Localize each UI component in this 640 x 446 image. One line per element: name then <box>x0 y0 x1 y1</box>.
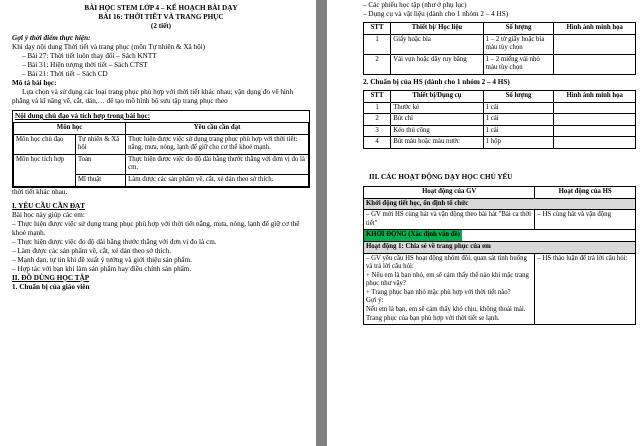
activity1-gv-line: + Nếu em là bạn nhỏ, em sẽ cảm thấy thế nào khi mặc trang phục như vậy? <box>366 271 529 288</box>
activity-col-hs: Hoạt động của HS <box>535 186 636 198</box>
activity1-gv-line: – GV yêu cầu HS hoạt động nhóm đôi, quan sát tình huống và trả lời câu hỏi: <box>366 254 527 271</box>
student-materials-header: Số lượng <box>483 90 554 102</box>
student-materials-cell: 1 cái <box>483 114 554 126</box>
subject-sub-cell: Mĩ thuật <box>75 174 125 186</box>
intro-item: – Bài 21: Thời tiết – Sách CD <box>22 70 108 78</box>
subject-cell: Môn học tích hợp <box>14 154 76 186</box>
subject-sub-cell: Toán <box>75 154 125 174</box>
activities-table <box>363 186 636 325</box>
section1-intro: Bài học này giúp các em: <box>12 210 85 219</box>
requirement-item: – Thực hiện được việc đo độ dài bằng thước thẳng với đơn vị đo là cm. <box>12 237 217 246</box>
intro-heading: Gợi ý thời điểm thực hiện: <box>12 34 91 42</box>
teacher-materials-header: Hình ảnh minh họa <box>554 23 636 35</box>
student-materials-row <box>364 102 636 114</box>
activity1-gv-line: Gợi ý: <box>366 297 384 305</box>
student-materials-header: STT <box>364 90 391 102</box>
lesson-duration: (2 tiết) <box>150 22 172 30</box>
warmup-row: Khởi động tiết học, ổn định tổ chức <box>364 198 636 210</box>
teacher-materials-cell: 1 – 2 tờ giấy hoặc bìa màu tùy chọn <box>483 34 554 54</box>
document-page-2 <box>327 0 640 446</box>
student-materials-cell: 2 <box>364 114 391 126</box>
teacher-materials-row <box>364 54 636 74</box>
student-materials-cell: 1 <box>364 102 391 114</box>
col-requirement: Yêu cầu cần đạt <box>126 123 309 135</box>
col-subject: Môn học <box>14 123 126 135</box>
lesson-subtitle: BÀI 16: THỜI TIẾT VÀ TRANG PHỤC <box>98 13 224 21</box>
teacher-materials-header: Thiết bị/ Học liệu <box>391 23 483 35</box>
intro-list <box>12 52 310 79</box>
requirement-cell: Thực hiện được việc sử dụng trang phục phù hợp với thời tiết: nắng, mưa, nóng, lạnh để giữ cho cơ thể khoẻ mạnh. <box>126 134 309 154</box>
description-text: Lựa chọn và sử dụng các loại trang phục phù hợp với thời tiết khác nhau; vận dụng đo vẽ hình phẳng và kĩ năng vẽ, cắt, dán,… để tạo mô hình bộ sưu tập trang phục theo <box>12 88 294 105</box>
student-materials-row <box>364 114 636 126</box>
requirement-item: – Làm được các sản phẩm về, cắt, xé dán theo sở thích. <box>12 246 171 255</box>
intro-item: – Bài 31: Hiện tượng thời tiết – Sách CTST <box>22 61 148 69</box>
activity1-row: Hoạt động 1: Chia sẻ về trang phục của em <box>364 241 636 253</box>
integration-row <box>14 134 309 154</box>
student-materials-cell: 1 cái <box>483 102 554 114</box>
teacher-materials-header: Số lượng <box>483 23 554 35</box>
student-materials-cell <box>554 114 636 126</box>
subject-sub-cell: Tự nhiên & Xã hội <box>75 134 125 154</box>
activity1-hs: – HS thảo luận để trả lời câu hỏi: <box>535 253 636 325</box>
intro-text: Khi dạy nội dung Thời tiết và trang phục (môn Tự nhiên & Xã hội) <box>12 43 206 51</box>
student-materials-cell: 3 <box>364 125 391 137</box>
materials-item-1: – Các phiếu học tập (như ở phụ lục) <box>363 1 467 9</box>
student-prep-heading: 2. Chuẩn bị của HS (dành cho 1 nhóm 2 – 4 HS) <box>363 77 510 86</box>
warmup-gv: – GV mời HS cùng hát và vận động theo bài hát "Bài ca thời tiết" <box>364 210 535 230</box>
activity1-gv-line: + Trang phục bạn nhỏ mặc phù hợp với thời tiết nào? <box>366 288 511 296</box>
teacher-materials-table <box>363 22 636 75</box>
teacher-materials-cell: 1 – 2 miếng vải nhỏ màu tùy chọn <box>483 54 554 74</box>
activity1-gv-line: Nếu em là bạn, em sẽ cảm thấy khó chịu, không thoải mái. <box>366 306 526 314</box>
student-materials-cell <box>554 102 636 114</box>
integration-row <box>14 154 309 174</box>
teacher-materials-cell: 2 <box>364 54 391 74</box>
integration-table <box>13 122 309 187</box>
teacher-materials-cell: 1 <box>364 34 391 54</box>
student-materials-table <box>363 90 636 149</box>
khoi-dong-highlight: KHỞI ĐỘNG (Xác định vấn đề) <box>364 230 462 241</box>
description-heading: Mô tả bài học: <box>12 79 57 87</box>
student-materials-header: Hình ảnh minh họa <box>554 90 636 102</box>
teacher-materials-header: STT <box>364 23 391 35</box>
section2-heading: II. ĐỒ DÙNG HỌC TẬP <box>12 273 90 282</box>
integration-table-box <box>12 110 310 188</box>
subject-cell: Môn học chủ đạo <box>14 134 76 154</box>
student-materials-cell: 1 hộp <box>483 137 554 149</box>
requirement-cell: Thực hiện được việc đo độ dài bằng thước thẳng với đơn vị đo là cm. <box>126 154 309 174</box>
lesson-title: BÀI HỌC STEM LỚP 4 – KẾ HOẠCH BÀI DẠY <box>84 4 238 12</box>
teacher-materials-cell <box>554 54 636 74</box>
warmup-hs: – HS cùng hát và vận động <box>535 210 636 230</box>
student-materials-row <box>364 137 636 149</box>
activity-col-gv: Hoạt động của GV <box>364 186 535 198</box>
teacher-materials-cell: Vải vụn hoặc dây ruy băng <box>391 54 483 74</box>
section1-list <box>12 220 310 274</box>
requirement-cell: Làm được các sản phẩm về, cắt, xé dán theo sở thích. <box>126 174 309 186</box>
teacher-materials-cell <box>554 34 636 54</box>
student-materials-header: Thiết bị/Dụng cụ <box>391 90 483 102</box>
section2-sub: 1. Chuẩn bị của giáo viên <box>12 282 90 291</box>
activity1-gv <box>364 253 535 325</box>
student-materials-cell: Bút chì <box>391 114 483 126</box>
student-materials-cell: Thước kẻ <box>391 102 483 114</box>
student-materials-cell: 1 cái <box>483 125 554 137</box>
after-table-text: thời tiết khác nhau. <box>12 187 68 196</box>
teacher-materials-cell: Giấy hoặc bìa <box>391 34 483 54</box>
requirement-item: – Mạnh dạn, tự tin khi đề xuất ý tưởng và giới thiệu sản phẩm. <box>12 255 192 264</box>
requirement-item: – Thực hiện được việc sử dụng trang phục phù hợp với thời tiết nắng, mưa, nóng, lạnh để giữ cơ thể khoẻ mạnh. <box>12 219 300 237</box>
student-materials-row <box>364 125 636 137</box>
student-materials-cell: Kéo thủ công <box>391 125 483 137</box>
student-materials-cell: 4 <box>364 137 391 149</box>
materials-item-2: – Dụng cụ và vật liệu (dành cho 1 nhóm 2 – 4 HS) <box>363 10 509 18</box>
teacher-materials-row <box>364 34 636 54</box>
activity1-gv-line: Trang phục của bạn phù hợp với thời tiết se lạnh. <box>366 314 500 322</box>
section3-heading: III. CÁC HOẠT ĐỘNG DẠY HỌC CHỦ YẾU <box>369 172 513 181</box>
requirement-item: – Hợp tác với bạn khi làm sản phẩm hay điều chỉnh sản phẩm. <box>12 264 192 273</box>
intro-item: – Bài 27: Thời tiết luôn thay đổi – Sách KNTT <box>22 52 157 60</box>
student-materials-cell: Bút màu hoặc màu nước <box>391 137 483 149</box>
document-page-1 <box>0 0 316 446</box>
integration-caption: Nội dung chủ đạo và tích hợp trong bài học: <box>15 112 151 120</box>
section1-heading: I. YÊU CẦU CẦN ĐẠT <box>12 201 86 210</box>
student-materials-cell <box>554 137 636 149</box>
student-materials-cell <box>554 125 636 137</box>
